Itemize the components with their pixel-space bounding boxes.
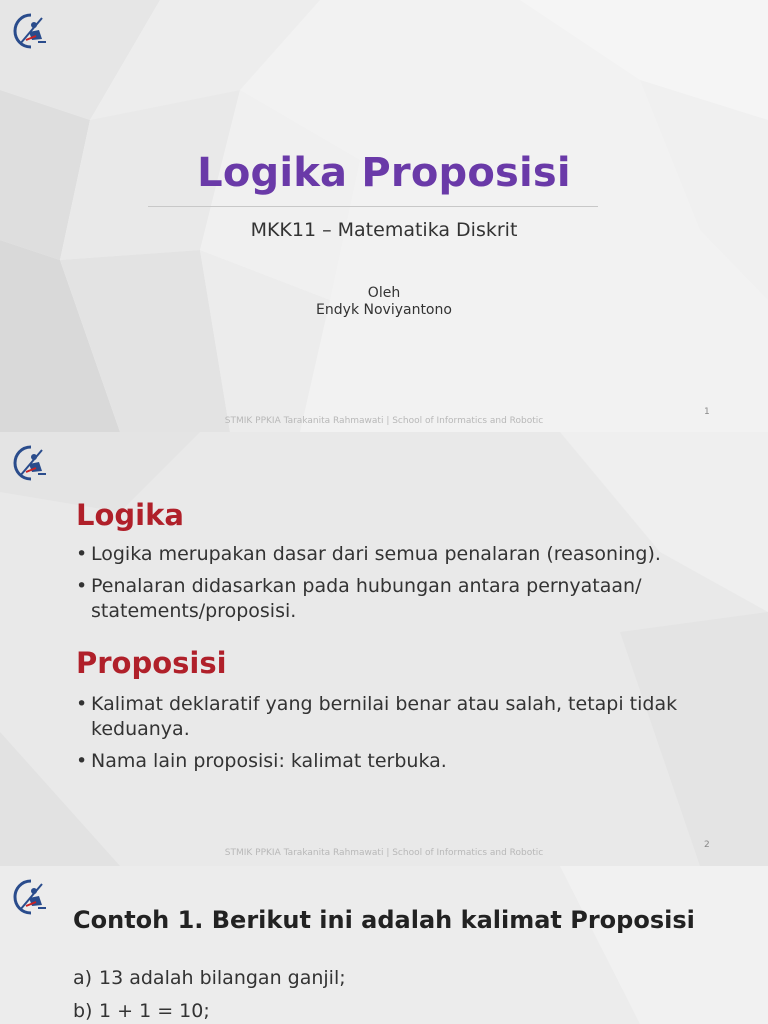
author-name: Endyk Noviyantono	[316, 302, 452, 318]
list-item: • Nama lain proposisi: kalimat terbuka.	[76, 750, 447, 772]
example-list	[73, 962, 346, 1024]
list-item: • Kalimat deklaratif yang bernilai benar atau salah, tetapi tidak keduanya.	[76, 693, 678, 740]
slide-2	[0, 432, 768, 866]
page-number: 2	[704, 840, 710, 850]
bullet-icon: •	[76, 750, 88, 772]
bullet-icon: •	[76, 543, 88, 565]
bullet-icon: •	[76, 693, 88, 715]
author-label: Oleh	[367, 285, 401, 301]
list-item: • Logika merupakan dasar dari semua penalaran (reasoning).	[76, 543, 661, 565]
list-item: b) 1 + 1 = 10;	[73, 1000, 210, 1022]
slide-footer: STMIK PPKIA Tarakanita Rahmawati | School of Informatics and Robotic	[224, 848, 544, 858]
slide-3	[0, 866, 768, 1024]
school-logo-icon	[12, 12, 50, 50]
slide-1	[0, 0, 768, 432]
course-subtitle: MKK11 – Matematika Diskrit	[250, 219, 518, 241]
list-item: a) 13 adalah bilangan ganjil;	[73, 967, 346, 989]
school-logo-icon	[12, 444, 50, 482]
bullet-list-proposisi	[76, 692, 716, 781]
school-logo-icon	[12, 878, 50, 916]
bullet-list-logika	[76, 542, 716, 631]
list-item: • Penalaran didasarkan pada hubungan antara pernyataan/ statements/proposisi.	[76, 575, 642, 622]
page-number: 1	[704, 407, 710, 417]
heading-proposisi: Proposisi	[76, 646, 227, 680]
heading-logika: Logika	[76, 498, 184, 532]
presentation-title: Logika Proposisi	[197, 150, 571, 196]
example-title: Contoh 1. Berikut ini adalah kalimat Proposisi	[73, 906, 695, 934]
title-divider	[148, 206, 598, 207]
slide-footer: STMIK PPKIA Tarakanita Rahmawati | School of Informatics and Robotic	[224, 416, 544, 426]
bullet-icon: •	[76, 575, 88, 597]
background-facets	[0, 0, 768, 432]
